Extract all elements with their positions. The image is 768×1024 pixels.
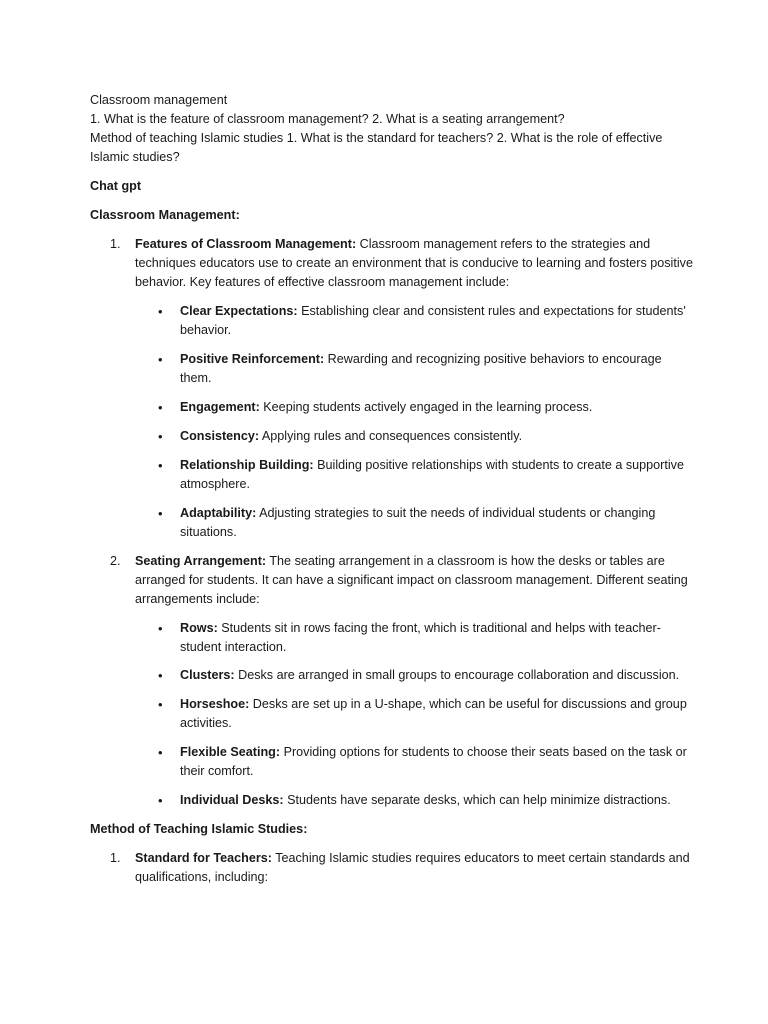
bullet-dot-icon: •: [158, 697, 163, 712]
bullet-text: Building positive relationships with students to create a supportive atmosphere.: [180, 458, 684, 491]
bullet-text: Providing options for students to choose their seats based on the task or their comfort.: [180, 745, 687, 778]
item-text: Teaching Islamic studies requires educators to meet certain standards and qualifications, including:: [135, 851, 690, 884]
numbered-item-features: [110, 235, 695, 292]
bullet-label: Adaptability:: [180, 506, 257, 520]
bullet-engagement: [158, 398, 690, 417]
bullet-text: Students sit in rows facing the front, which is traditional and helps with teacher-student interaction.: [180, 621, 661, 654]
bullet-label: Engagement:: [180, 400, 260, 414]
bullet-text: Applying rules and consequences consistently.: [259, 429, 523, 443]
intro-line-2: 1. What is the feature of classroom management? 2. What is a seating arrangement?: [90, 112, 565, 126]
item-number: 1.: [110, 851, 121, 865]
bullet-label: Clusters:: [180, 668, 235, 682]
intro-line-3: Method of teaching Islamic studies 1. What is the standard for teachers? 2. What is the role of effective: [90, 131, 663, 145]
bullet-text: Desks are set up in a U-shape, which can be useful for discussions and group activities.: [180, 697, 687, 730]
item-label: Features of Classroom Management:: [135, 237, 357, 251]
item-text: Classroom management refers to the strategies and techniques educators use to create an environment that is conducive to learning and fosters positive behavior. Key features of effective classroom management include:: [135, 237, 693, 289]
bullet-dot-icon: •: [158, 429, 163, 444]
bullet-label: Individual Desks:: [180, 793, 284, 807]
bullet-dot-icon: •: [158, 745, 163, 760]
bullet-label: Rows:: [180, 621, 218, 635]
bullet-dot-icon: •: [158, 304, 163, 319]
bullet-text: Keeping students actively engaged in the learning process.: [259, 400, 593, 414]
numbered-item-standard: [110, 849, 695, 887]
bullet-positive-reinforcement: [158, 350, 690, 388]
bullet-dot-icon: •: [158, 793, 163, 808]
intro-line-4: Islamic studies?: [90, 150, 180, 164]
bullet-text: Rewarding and recognizing positive behaviors to encourage them.: [180, 352, 662, 385]
bullet-label: Relationship Building:: [180, 458, 314, 472]
bullet-label: Clear Expectations:: [180, 304, 298, 318]
bullet-consistency: [158, 427, 690, 446]
bullet-label: Consistency:: [180, 429, 260, 443]
bullet-label: Flexible Seating:: [180, 745, 281, 759]
item-number: 2.: [110, 554, 121, 568]
bullet-dot-icon: •: [158, 506, 163, 521]
item-number: 1.: [110, 237, 121, 251]
bullet-dot-icon: •: [158, 458, 163, 473]
bullet-clear-expectations: [158, 302, 690, 340]
bullet-rows: [158, 619, 690, 657]
bullet-dot-icon: •: [158, 352, 163, 367]
intro-line-1: Classroom management: [90, 93, 228, 107]
bullet-text: Students have separate desks, which can help minimize distractions.: [283, 793, 671, 807]
bullet-adaptability: [158, 504, 690, 542]
bullet-relationship-building: [158, 456, 690, 494]
bullet-dot-icon: •: [158, 668, 163, 683]
chatgpt-label: Chat gpt: [90, 179, 142, 193]
bullet-dot-icon: •: [158, 400, 163, 415]
bullet-individual-desks: [158, 791, 690, 810]
bullet-dot-icon: •: [158, 621, 163, 636]
bullet-horseshoe: [158, 695, 690, 733]
bullet-label: Positive Reinforcement:: [180, 352, 325, 366]
bullet-text: Desks are arranged in small groups to encourage collaboration and discussion.: [234, 668, 680, 682]
section-heading-islamic-studies: Method of Teaching Islamic Studies:: [90, 822, 308, 836]
item-label: Standard for Teachers:: [135, 851, 272, 865]
item-label: Seating Arrangement:: [135, 554, 267, 568]
bullet-text: Establishing clear and consistent rules and expectations for students' behavior.: [180, 304, 686, 337]
bullet-label: Horseshoe:: [180, 697, 250, 711]
bullet-flexible-seating: [158, 743, 690, 781]
item-text: The seating arrangement in a classroom is how the desks or tables are arranged for students. It can have a significant impact on classroom management. Different seating arrangements include:: [135, 554, 688, 606]
section-heading-classroom-management: Classroom Management:: [90, 208, 240, 222]
bullet-text: Adjusting strategies to suit the needs of individual students or changing situations.: [180, 506, 656, 539]
numbered-item-seating: [110, 552, 695, 609]
bullet-clusters: [158, 666, 690, 685]
